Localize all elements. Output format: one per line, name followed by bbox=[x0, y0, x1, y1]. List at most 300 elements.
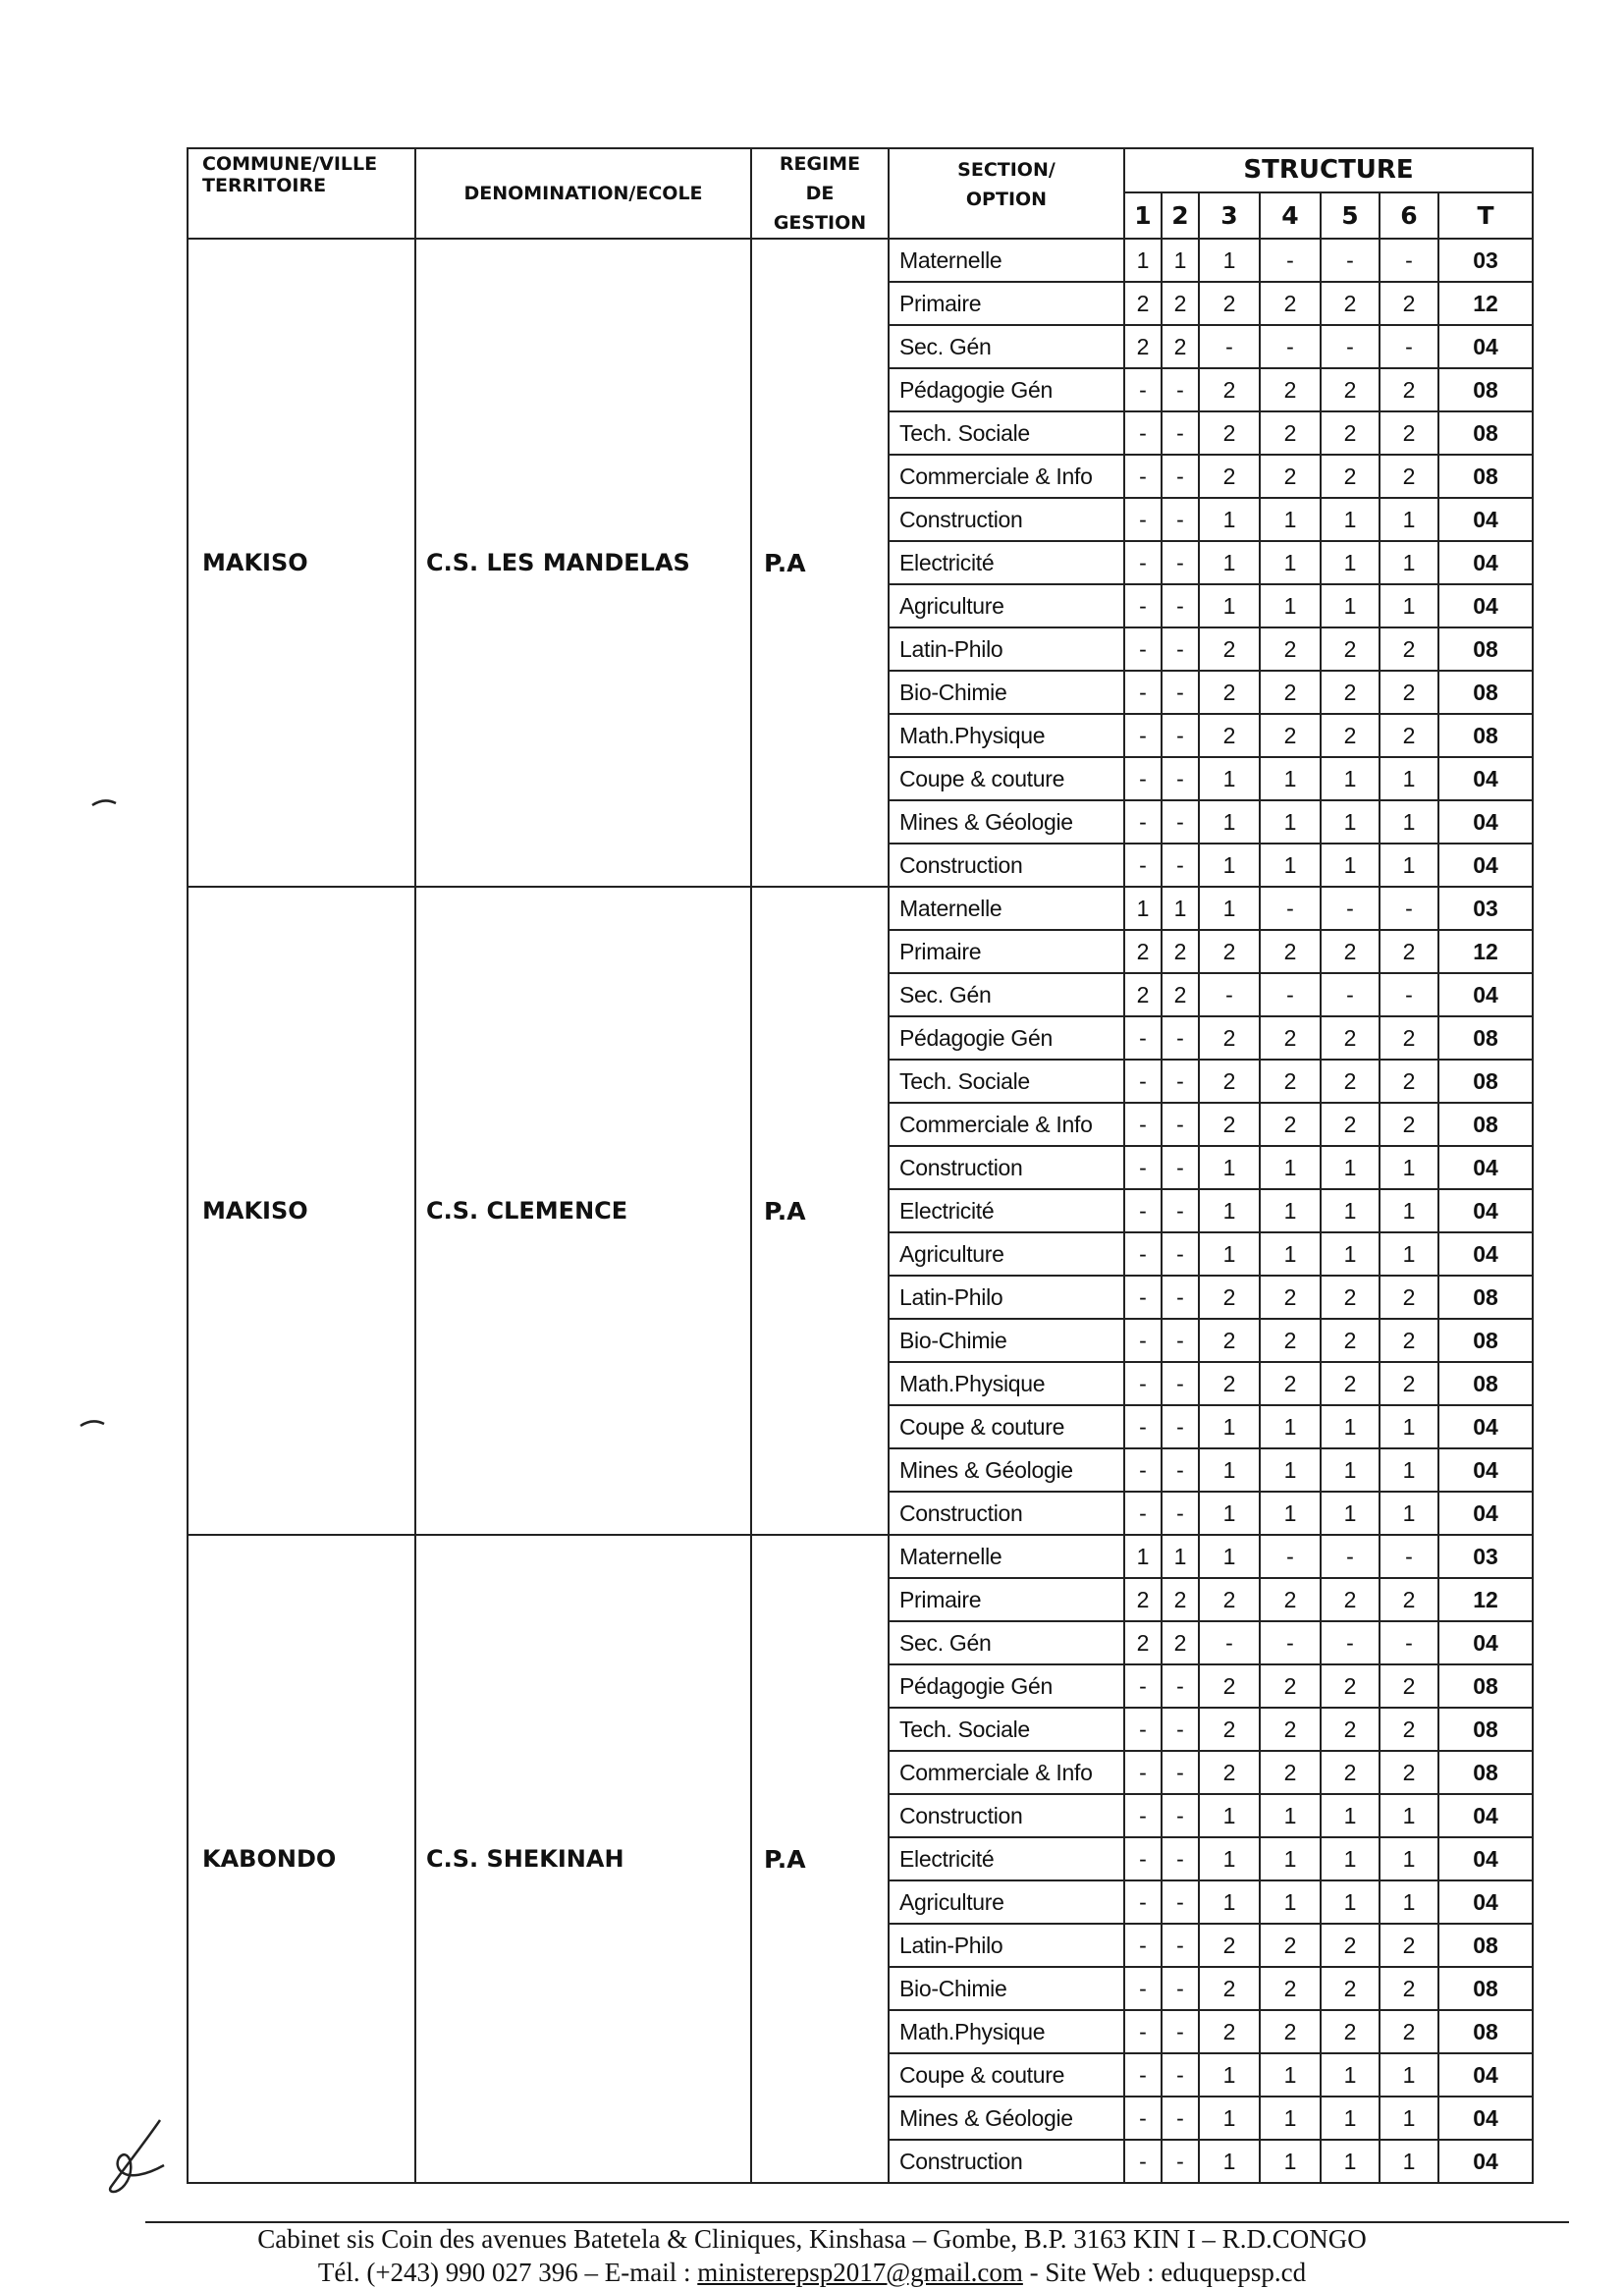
year-4-cell: 2 bbox=[1260, 411, 1321, 455]
year-1-cell: 1 bbox=[1124, 1535, 1162, 1578]
total-cell: 04 bbox=[1438, 1837, 1533, 1880]
year-5-cell: 2 bbox=[1321, 1362, 1380, 1405]
year-1-cell: - bbox=[1124, 1924, 1162, 1967]
year-3-cell: 1 bbox=[1199, 2140, 1260, 2183]
year-2-cell: - bbox=[1162, 1016, 1199, 1060]
year-4-cell: - bbox=[1260, 887, 1321, 930]
section-cell: Pédagogie Gén bbox=[889, 1664, 1124, 1708]
year-1-cell: - bbox=[1124, 2053, 1162, 2097]
year-6-cell: 1 bbox=[1380, 1794, 1438, 1837]
total-cell: 03 bbox=[1438, 887, 1533, 930]
year-4-cell: 1 bbox=[1260, 2140, 1321, 2183]
year-3-cell: 1 bbox=[1199, 239, 1260, 282]
year-4-cell: 1 bbox=[1260, 1405, 1321, 1448]
year-4-cell: 2 bbox=[1260, 2010, 1321, 2053]
year-2-cell: - bbox=[1162, 2097, 1199, 2140]
total-cell: 08 bbox=[1438, 714, 1533, 757]
year-5-cell: 2 bbox=[1321, 1319, 1380, 1362]
year-3-cell: - bbox=[1199, 325, 1260, 368]
year-4-cell: 1 bbox=[1260, 541, 1321, 584]
year-2-cell: - bbox=[1162, 1837, 1199, 1880]
year-4-cell: 2 bbox=[1260, 1103, 1321, 1146]
total-cell: 04 bbox=[1438, 1492, 1533, 1535]
year-5-cell: - bbox=[1321, 1535, 1380, 1578]
year-1-cell: - bbox=[1124, 1189, 1162, 1232]
total-cell: 04 bbox=[1438, 541, 1533, 584]
regime-cell: P.A bbox=[751, 239, 889, 887]
year-3-cell: 1 bbox=[1199, 1837, 1260, 1880]
year-6-cell: 1 bbox=[1380, 2097, 1438, 2140]
year-5-cell: 2 bbox=[1321, 930, 1380, 973]
year-6-cell: 1 bbox=[1380, 2140, 1438, 2183]
year-3-cell: 1 bbox=[1199, 1880, 1260, 1924]
year-5-cell: - bbox=[1321, 239, 1380, 282]
school-name-cell: C.S. CLEMENCE bbox=[415, 887, 751, 1535]
footer-site[interactable]: - Site Web : eduquepsp.cd bbox=[1022, 2258, 1307, 2287]
year-4-cell: 1 bbox=[1260, 1492, 1321, 1535]
section-cell: Sec. Gén bbox=[889, 1621, 1124, 1664]
year-4-cell: - bbox=[1260, 1535, 1321, 1578]
total-cell: 08 bbox=[1438, 1319, 1533, 1362]
year-2-cell: - bbox=[1162, 584, 1199, 627]
total-cell: 08 bbox=[1438, 671, 1533, 714]
section-cell: Electricité bbox=[889, 1189, 1124, 1232]
header-year-4: 4 bbox=[1260, 192, 1321, 239]
year-6-cell: 2 bbox=[1380, 671, 1438, 714]
year-3-cell: 2 bbox=[1199, 282, 1260, 325]
section-cell: Coupe & couture bbox=[889, 2053, 1124, 2097]
header-regime-line2: DE bbox=[805, 183, 835, 204]
year-5-cell: 1 bbox=[1321, 541, 1380, 584]
section-cell: Construction bbox=[889, 1146, 1124, 1189]
section-cell: Tech. Sociale bbox=[889, 411, 1124, 455]
total-cell: 04 bbox=[1438, 2053, 1533, 2097]
year-6-cell: 1 bbox=[1380, 1837, 1438, 1880]
year-4-cell: - bbox=[1260, 325, 1321, 368]
year-4-cell: 2 bbox=[1260, 1751, 1321, 1794]
section-cell: Primaire bbox=[889, 282, 1124, 325]
year-4-cell: - bbox=[1260, 1621, 1321, 1664]
year-3-cell: 1 bbox=[1199, 2097, 1260, 2140]
year-1-cell: - bbox=[1124, 1708, 1162, 1751]
year-2-cell: - bbox=[1162, 671, 1199, 714]
year-5-cell: 1 bbox=[1321, 2140, 1380, 2183]
total-cell: 04 bbox=[1438, 1448, 1533, 1492]
year-5-cell: 2 bbox=[1321, 2010, 1380, 2053]
year-3-cell: 2 bbox=[1199, 1276, 1260, 1319]
year-1-cell: - bbox=[1124, 800, 1162, 844]
year-1-cell: - bbox=[1124, 1405, 1162, 1448]
year-5-cell: 1 bbox=[1321, 844, 1380, 887]
year-3-cell: 2 bbox=[1199, 1016, 1260, 1060]
year-5-cell: 1 bbox=[1321, 1794, 1380, 1837]
year-3-cell: 2 bbox=[1199, 411, 1260, 455]
year-2-cell: 2 bbox=[1162, 973, 1199, 1016]
section-cell: Construction bbox=[889, 1794, 1124, 1837]
year-2-cell: 1 bbox=[1162, 1535, 1199, 1578]
year-6-cell: 1 bbox=[1380, 1146, 1438, 1189]
year-1-cell: - bbox=[1124, 757, 1162, 800]
year-4-cell: 1 bbox=[1260, 1837, 1321, 1880]
total-cell: 08 bbox=[1438, 455, 1533, 498]
total-cell: 08 bbox=[1438, 1708, 1533, 1751]
footer-address: Cabinet sis Coin des avenues Batetela & Cliniques, Kinshasa – Gombe, B.P. 3163 KIN I – R.D.CONGO bbox=[257, 2224, 1367, 2254]
year-5-cell: 2 bbox=[1321, 282, 1380, 325]
year-2-cell: 2 bbox=[1162, 1578, 1199, 1621]
total-cell: 08 bbox=[1438, 1967, 1533, 2010]
year-2-cell: 1 bbox=[1162, 887, 1199, 930]
footer-divider bbox=[145, 2221, 1569, 2223]
year-3-cell: 2 bbox=[1199, 368, 1260, 411]
year-6-cell: 2 bbox=[1380, 1967, 1438, 2010]
year-3-cell: 2 bbox=[1199, 1924, 1260, 1967]
section-cell: Mines & Géologie bbox=[889, 1448, 1124, 1492]
year-5-cell: 2 bbox=[1321, 1060, 1380, 1103]
section-cell: Sec. Gén bbox=[889, 973, 1124, 1016]
table-row bbox=[188, 887, 1533, 930]
section-cell: Pédagogie Gén bbox=[889, 368, 1124, 411]
footer-email[interactable]: ministerepsp2017@gmail.com bbox=[697, 2258, 1023, 2287]
section-cell: Commerciale & Info bbox=[889, 455, 1124, 498]
year-6-cell: 2 bbox=[1380, 714, 1438, 757]
total-cell: 12 bbox=[1438, 930, 1533, 973]
year-2-cell: - bbox=[1162, 455, 1199, 498]
margin-mark bbox=[79, 1418, 106, 1428]
year-1-cell: - bbox=[1124, 1794, 1162, 1837]
year-1-cell: - bbox=[1124, 2140, 1162, 2183]
header-regime-line3: GESTION bbox=[773, 212, 867, 234]
year-5-cell: 1 bbox=[1321, 584, 1380, 627]
year-1-cell: - bbox=[1124, 671, 1162, 714]
year-5-cell: 1 bbox=[1321, 1492, 1380, 1535]
section-cell: Coupe & couture bbox=[889, 757, 1124, 800]
section-cell: Construction bbox=[889, 2140, 1124, 2183]
total-cell: 04 bbox=[1438, 1146, 1533, 1189]
year-5-cell: 1 bbox=[1321, 1880, 1380, 1924]
year-5-cell: 2 bbox=[1321, 368, 1380, 411]
year-2-cell: - bbox=[1162, 1103, 1199, 1146]
total-cell: 03 bbox=[1438, 239, 1533, 282]
year-1-cell: 2 bbox=[1124, 282, 1162, 325]
section-cell: Mines & Géologie bbox=[889, 800, 1124, 844]
year-5-cell: 2 bbox=[1321, 1967, 1380, 2010]
commune-cell: MAKISO bbox=[188, 887, 415, 1535]
year-2-cell: - bbox=[1162, 411, 1199, 455]
year-4-cell: 1 bbox=[1260, 498, 1321, 541]
year-6-cell: - bbox=[1380, 239, 1438, 282]
total-cell: 08 bbox=[1438, 627, 1533, 671]
year-6-cell: 2 bbox=[1380, 2010, 1438, 2053]
total-cell: 04 bbox=[1438, 1880, 1533, 1924]
year-1-cell: 1 bbox=[1124, 887, 1162, 930]
year-2-cell: - bbox=[1162, 1060, 1199, 1103]
section-cell: Tech. Sociale bbox=[889, 1060, 1124, 1103]
year-1-cell: - bbox=[1124, 1103, 1162, 1146]
year-3-cell: 1 bbox=[1199, 541, 1260, 584]
total-cell: 03 bbox=[1438, 1535, 1533, 1578]
header-structure: STRUCTURE bbox=[1124, 148, 1533, 192]
year-6-cell: - bbox=[1380, 973, 1438, 1016]
year-6-cell: 1 bbox=[1380, 498, 1438, 541]
year-4-cell: 2 bbox=[1260, 1924, 1321, 1967]
year-5-cell: 2 bbox=[1321, 1751, 1380, 1794]
header-year-6: 6 bbox=[1380, 192, 1438, 239]
year-6-cell: 2 bbox=[1380, 1362, 1438, 1405]
year-4-cell: - bbox=[1260, 239, 1321, 282]
year-1-cell: - bbox=[1124, 627, 1162, 671]
year-4-cell: 1 bbox=[1260, 2097, 1321, 2140]
year-4-cell: 1 bbox=[1260, 584, 1321, 627]
year-2-cell: - bbox=[1162, 844, 1199, 887]
year-2-cell: - bbox=[1162, 1146, 1199, 1189]
year-3-cell: 1 bbox=[1199, 1189, 1260, 1232]
margin-mark bbox=[90, 797, 118, 807]
year-6-cell: 2 bbox=[1380, 282, 1438, 325]
year-6-cell: 1 bbox=[1380, 2053, 1438, 2097]
year-4-cell: 1 bbox=[1260, 1794, 1321, 1837]
year-2-cell: - bbox=[1162, 1448, 1199, 1492]
total-cell: 04 bbox=[1438, 1405, 1533, 1448]
year-6-cell: 2 bbox=[1380, 368, 1438, 411]
year-5-cell: 1 bbox=[1321, 1146, 1380, 1189]
header-commune bbox=[188, 148, 415, 239]
year-5-cell: 1 bbox=[1321, 1448, 1380, 1492]
year-4-cell: 2 bbox=[1260, 1578, 1321, 1621]
year-1-cell: - bbox=[1124, 368, 1162, 411]
year-2-cell: - bbox=[1162, 1664, 1199, 1708]
year-2-cell: - bbox=[1162, 1708, 1199, 1751]
year-4-cell: 1 bbox=[1260, 2053, 1321, 2097]
year-5-cell: 1 bbox=[1321, 2053, 1380, 2097]
section-cell: Maternelle bbox=[889, 887, 1124, 930]
total-cell: 04 bbox=[1438, 844, 1533, 887]
year-5-cell: 2 bbox=[1321, 1103, 1380, 1146]
year-2-cell: - bbox=[1162, 1319, 1199, 1362]
year-2-cell: 2 bbox=[1162, 930, 1199, 973]
year-3-cell: 1 bbox=[1199, 1448, 1260, 1492]
year-4-cell: 2 bbox=[1260, 1016, 1321, 1060]
year-6-cell: 2 bbox=[1380, 1708, 1438, 1751]
year-1-cell: - bbox=[1124, 2010, 1162, 2053]
year-4-cell: 1 bbox=[1260, 800, 1321, 844]
year-2-cell: - bbox=[1162, 1405, 1199, 1448]
year-1-cell: - bbox=[1124, 1146, 1162, 1189]
year-4-cell: - bbox=[1260, 973, 1321, 1016]
year-2-cell: - bbox=[1162, 800, 1199, 844]
total-cell: 08 bbox=[1438, 1060, 1533, 1103]
section-cell: Bio-Chimie bbox=[889, 1967, 1124, 2010]
year-1-cell: 2 bbox=[1124, 973, 1162, 1016]
year-3-cell: 2 bbox=[1199, 627, 1260, 671]
year-3-cell: 2 bbox=[1199, 1578, 1260, 1621]
year-3-cell: 2 bbox=[1199, 1319, 1260, 1362]
section-cell: Agriculture bbox=[889, 1232, 1124, 1276]
section-cell: Tech. Sociale bbox=[889, 1708, 1124, 1751]
year-3-cell: 2 bbox=[1199, 1664, 1260, 1708]
footer-phone: Tél. (+243) 990 027 396 – E-mail : bbox=[317, 2258, 698, 2287]
year-3-cell: 1 bbox=[1199, 757, 1260, 800]
year-5-cell: - bbox=[1321, 1621, 1380, 1664]
section-cell: Latin-Philo bbox=[889, 1924, 1124, 1967]
year-6-cell: 2 bbox=[1380, 1060, 1438, 1103]
header-regime-line1: REGIME bbox=[779, 153, 861, 175]
total-cell: 12 bbox=[1438, 1578, 1533, 1621]
header-year-3: 3 bbox=[1199, 192, 1260, 239]
year-2-cell: - bbox=[1162, 1232, 1199, 1276]
school-structure-table bbox=[187, 147, 1534, 2184]
year-6-cell: 1 bbox=[1380, 1405, 1438, 1448]
year-6-cell: 2 bbox=[1380, 1319, 1438, 1362]
section-cell: Agriculture bbox=[889, 1880, 1124, 1924]
year-3-cell: 2 bbox=[1199, 930, 1260, 973]
section-cell: Math.Physique bbox=[889, 2010, 1124, 2053]
year-1-cell: - bbox=[1124, 844, 1162, 887]
year-6-cell: 1 bbox=[1380, 1448, 1438, 1492]
year-3-cell: 2 bbox=[1199, 455, 1260, 498]
year-5-cell: 1 bbox=[1321, 1837, 1380, 1880]
year-5-cell: 2 bbox=[1321, 1016, 1380, 1060]
year-6-cell: 2 bbox=[1380, 930, 1438, 973]
year-2-cell: - bbox=[1162, 1751, 1199, 1794]
total-cell: 08 bbox=[1438, 411, 1533, 455]
year-4-cell: 1 bbox=[1260, 1189, 1321, 1232]
year-2-cell: - bbox=[1162, 1880, 1199, 1924]
year-2-cell: - bbox=[1162, 627, 1199, 671]
year-4-cell: 1 bbox=[1260, 1880, 1321, 1924]
year-3-cell: 1 bbox=[1199, 1492, 1260, 1535]
section-cell: Sec. Gén bbox=[889, 325, 1124, 368]
year-1-cell: 2 bbox=[1124, 1578, 1162, 1621]
year-6-cell: 2 bbox=[1380, 1924, 1438, 1967]
year-5-cell: 2 bbox=[1321, 627, 1380, 671]
year-6-cell: 1 bbox=[1380, 844, 1438, 887]
table-row bbox=[188, 1535, 1533, 1578]
header-commune-line1: COMMUNE/VILLE bbox=[202, 153, 378, 175]
header-section-line2: OPTION bbox=[965, 189, 1048, 210]
year-2-cell: 2 bbox=[1162, 1621, 1199, 1664]
year-2-cell: 2 bbox=[1162, 282, 1199, 325]
section-cell: Construction bbox=[889, 498, 1124, 541]
year-3-cell: - bbox=[1199, 1621, 1260, 1664]
year-4-cell: 2 bbox=[1260, 1276, 1321, 1319]
year-3-cell: 2 bbox=[1199, 714, 1260, 757]
year-1-cell: 2 bbox=[1124, 1621, 1162, 1664]
regime-cell: P.A bbox=[751, 887, 889, 1535]
year-1-cell: 1 bbox=[1124, 239, 1162, 282]
year-1-cell: - bbox=[1124, 584, 1162, 627]
year-1-cell: - bbox=[1124, 411, 1162, 455]
total-cell: 04 bbox=[1438, 2097, 1533, 2140]
year-6-cell: 1 bbox=[1380, 1492, 1438, 1535]
year-4-cell: 2 bbox=[1260, 1664, 1321, 1708]
year-4-cell: 2 bbox=[1260, 1967, 1321, 2010]
year-6-cell: 1 bbox=[1380, 584, 1438, 627]
total-cell: 04 bbox=[1438, 800, 1533, 844]
year-3-cell: 1 bbox=[1199, 498, 1260, 541]
year-6-cell: - bbox=[1380, 887, 1438, 930]
header-section bbox=[889, 148, 1124, 239]
year-6-cell: 2 bbox=[1380, 1016, 1438, 1060]
total-cell: 04 bbox=[1438, 1621, 1533, 1664]
footer-contact bbox=[0, 2258, 1624, 2288]
year-4-cell: 2 bbox=[1260, 282, 1321, 325]
year-2-cell: - bbox=[1162, 757, 1199, 800]
section-cell: Math.Physique bbox=[889, 714, 1124, 757]
section-cell: Latin-Philo bbox=[889, 1276, 1124, 1319]
total-cell: 08 bbox=[1438, 1664, 1533, 1708]
year-4-cell: 1 bbox=[1260, 844, 1321, 887]
year-5-cell: 1 bbox=[1321, 1232, 1380, 1276]
year-5-cell: 1 bbox=[1321, 1189, 1380, 1232]
signature-mark bbox=[103, 2116, 172, 2195]
year-1-cell: - bbox=[1124, 1664, 1162, 1708]
year-5-cell: 2 bbox=[1321, 1708, 1380, 1751]
year-6-cell: 1 bbox=[1380, 1232, 1438, 1276]
year-2-cell: - bbox=[1162, 1924, 1199, 1967]
year-5-cell: 1 bbox=[1321, 800, 1380, 844]
total-cell: 04 bbox=[1438, 498, 1533, 541]
year-5-cell: 2 bbox=[1321, 1664, 1380, 1708]
year-6-cell: 2 bbox=[1380, 627, 1438, 671]
section-cell: Coupe & couture bbox=[889, 1405, 1124, 1448]
year-3-cell: - bbox=[1199, 973, 1260, 1016]
year-4-cell: 2 bbox=[1260, 1060, 1321, 1103]
year-3-cell: 2 bbox=[1199, 1060, 1260, 1103]
year-2-cell: - bbox=[1162, 2140, 1199, 2183]
year-6-cell: 2 bbox=[1380, 1664, 1438, 1708]
year-1-cell: - bbox=[1124, 1016, 1162, 1060]
year-4-cell: 2 bbox=[1260, 1319, 1321, 1362]
year-6-cell: 2 bbox=[1380, 455, 1438, 498]
year-6-cell: - bbox=[1380, 325, 1438, 368]
year-5-cell: - bbox=[1321, 325, 1380, 368]
header-commune-line2: TERRITOIRE bbox=[202, 175, 327, 196]
year-2-cell: - bbox=[1162, 1362, 1199, 1405]
year-1-cell: - bbox=[1124, 1448, 1162, 1492]
year-3-cell: 2 bbox=[1199, 2010, 1260, 2053]
year-6-cell: - bbox=[1380, 1621, 1438, 1664]
year-1-cell: 2 bbox=[1124, 930, 1162, 973]
year-6-cell: 2 bbox=[1380, 411, 1438, 455]
year-4-cell: 2 bbox=[1260, 714, 1321, 757]
year-6-cell: 2 bbox=[1380, 1578, 1438, 1621]
total-cell: 08 bbox=[1438, 1924, 1533, 1967]
total-cell: 04 bbox=[1438, 584, 1533, 627]
section-cell: Math.Physique bbox=[889, 1362, 1124, 1405]
header-year-5: 5 bbox=[1321, 192, 1380, 239]
year-5-cell: 1 bbox=[1321, 757, 1380, 800]
regime-cell: P.A bbox=[751, 1535, 889, 2183]
section-cell: Construction bbox=[889, 844, 1124, 887]
year-3-cell: 1 bbox=[1199, 1232, 1260, 1276]
year-1-cell: - bbox=[1124, 455, 1162, 498]
total-cell: 04 bbox=[1438, 1232, 1533, 1276]
year-4-cell: 2 bbox=[1260, 1362, 1321, 1405]
header-year-2: 2 bbox=[1162, 192, 1199, 239]
year-1-cell: - bbox=[1124, 498, 1162, 541]
table-header bbox=[188, 148, 1533, 239]
year-4-cell: 1 bbox=[1260, 757, 1321, 800]
year-6-cell: 1 bbox=[1380, 800, 1438, 844]
school-name-cell: C.S. LES MANDELAS bbox=[415, 239, 751, 887]
year-6-cell: 1 bbox=[1380, 1880, 1438, 1924]
year-1-cell: - bbox=[1124, 2097, 1162, 2140]
year-2-cell: - bbox=[1162, 1189, 1199, 1232]
commune-cell: MAKISO bbox=[188, 239, 415, 887]
year-3-cell: 2 bbox=[1199, 1967, 1260, 2010]
year-3-cell: 1 bbox=[1199, 887, 1260, 930]
year-5-cell: 1 bbox=[1321, 2097, 1380, 2140]
